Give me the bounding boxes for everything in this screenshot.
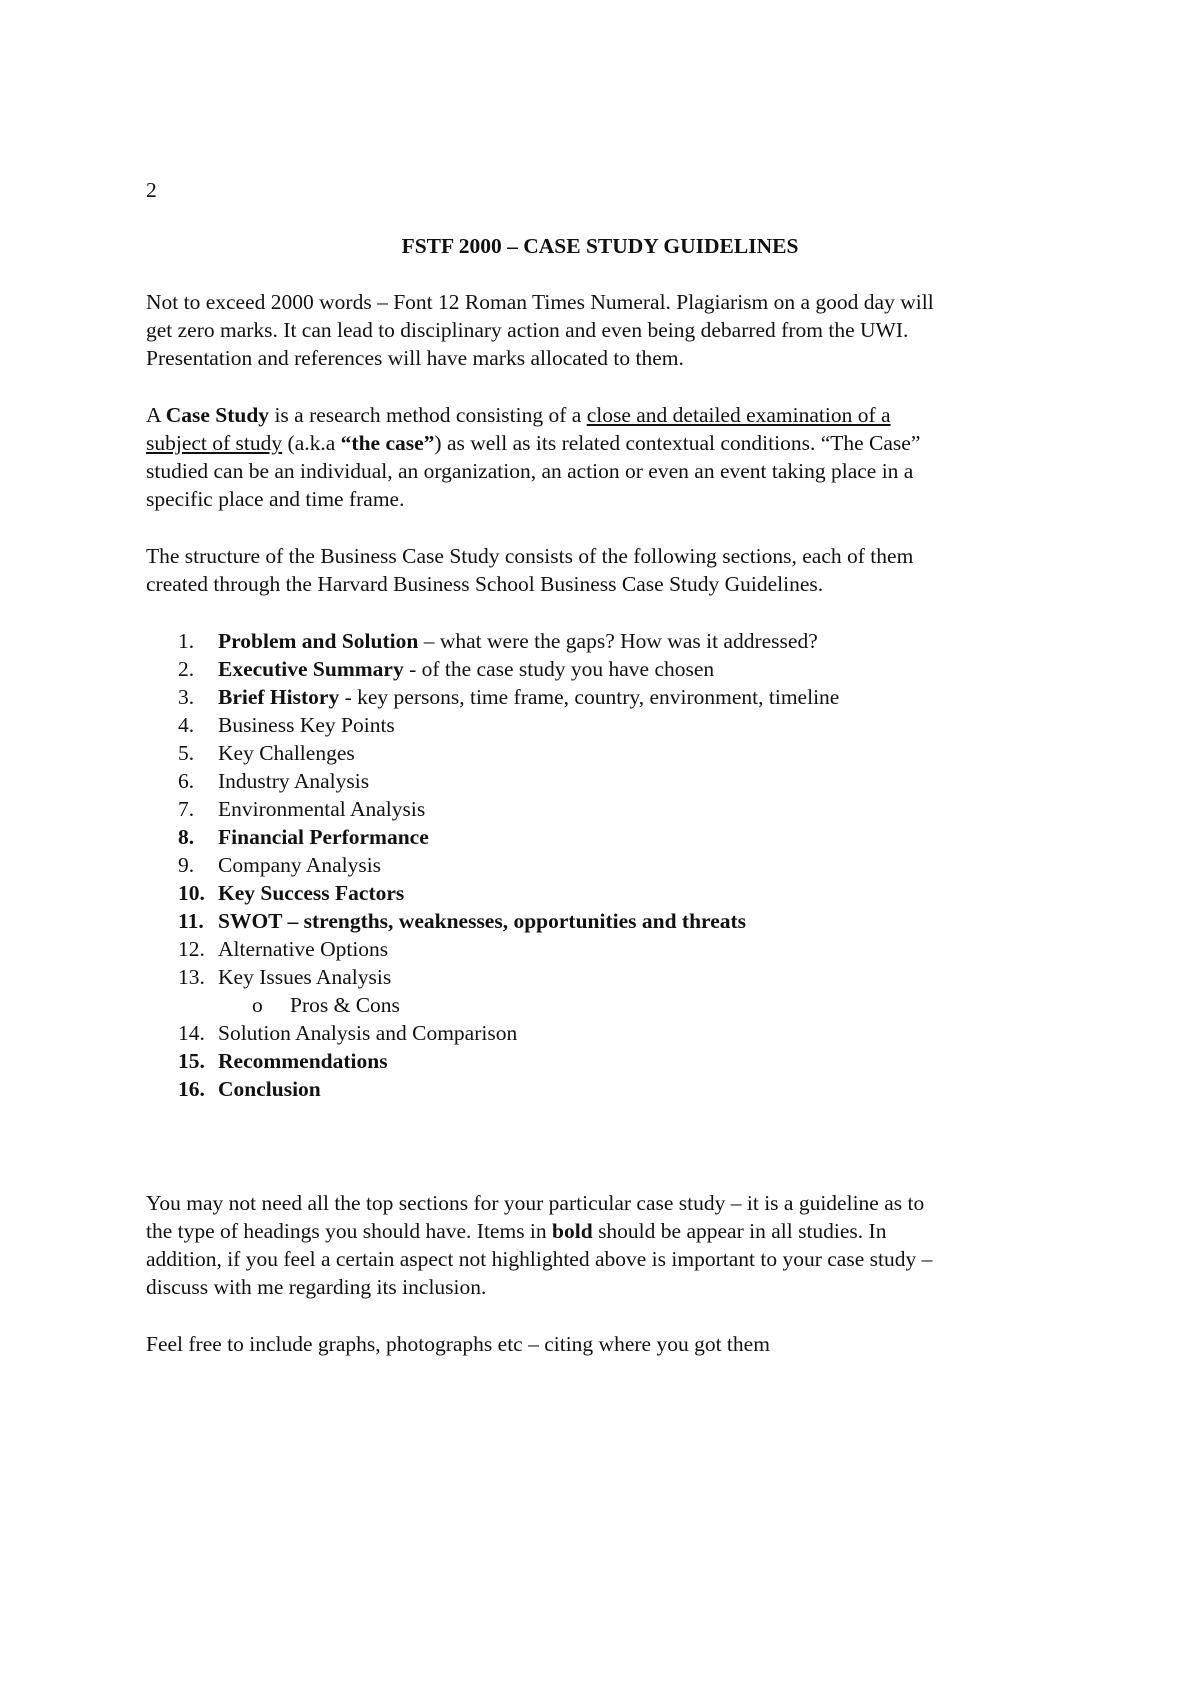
section-description: - key persons, time frame, country, environment, timeline xyxy=(339,685,840,709)
the-case-term: “the case” xyxy=(340,431,435,455)
list-number: 16. xyxy=(178,1077,205,1101)
circle-bullet-icon: o xyxy=(252,993,263,1017)
section-label: Key Success Factors xyxy=(218,881,405,905)
list-number: 6. xyxy=(178,769,195,793)
list-number: 13. xyxy=(178,965,205,989)
case-study-term: Case Study xyxy=(165,403,270,427)
list-number: 1. xyxy=(178,629,195,653)
list-number: 8. xyxy=(178,825,195,849)
closing-line-3: addition, if you feel a certain aspect not highlighted above is important to your case study – xyxy=(146,1247,933,1271)
section-label: Conclusion xyxy=(218,1077,321,1101)
definition-line-3: studied can be an individual, an organization, an action or even an event taking place in a xyxy=(146,459,914,483)
section-label: Recommendations xyxy=(218,1049,388,1073)
list-number: 15. xyxy=(178,1049,205,1073)
section-label: SWOT – strengths, weaknesses, opportunities and threats xyxy=(218,909,747,933)
section-label: Company Analysis xyxy=(218,853,382,877)
section-label: Solution Analysis and Comparison xyxy=(218,1021,518,1045)
structure-line-1: The structure of the Business Case Study consists of the following sections, each of them xyxy=(146,544,914,568)
intro-line-1: Not to exceed 2000 words – Font 12 Roman Times Numeral. Plagiarism on a good day will xyxy=(146,290,934,314)
list-number: 2. xyxy=(178,657,195,681)
closing-text: should be appear in all studies. In xyxy=(592,1219,887,1243)
section-label: Executive Summary xyxy=(218,657,404,681)
list-number: 7. xyxy=(178,797,195,821)
section-label: Alternative Options xyxy=(218,937,389,961)
definition-line-1 xyxy=(146,401,891,429)
closing-line-4: discuss with me regarding its inclusion. xyxy=(146,1275,487,1299)
intro-line-2: get zero marks. It can lead to disciplinary action and even being debarred from the UWI. xyxy=(146,318,909,342)
section-label: Problem and Solution xyxy=(218,629,419,653)
intro-line-3: Presentation and references will have marks allocated to them. xyxy=(146,346,684,370)
list-number: 11. xyxy=(178,909,204,933)
definition-text: is a research method consisting of a xyxy=(269,403,587,427)
list-number: 14. xyxy=(178,1021,205,1045)
bold-word: bold xyxy=(552,1219,593,1243)
list-number: 3. xyxy=(178,685,195,709)
list-number: 4. xyxy=(178,713,195,737)
section-label: Key Challenges xyxy=(218,741,355,765)
definition-text: (a.k.a xyxy=(282,431,341,455)
section-description: - of the case study you have chosen xyxy=(403,657,715,681)
closing-text: the type of headings you should have. Items in xyxy=(146,1219,553,1243)
list-number: 12. xyxy=(178,937,205,961)
section-label: Brief History xyxy=(218,685,340,709)
list-number: 10. xyxy=(178,881,205,905)
underlined-phrase: close and detailed examination of a xyxy=(586,403,891,427)
structure-line-2: created through the Harvard Business School Business Case Study Guidelines. xyxy=(146,572,824,596)
section-label: Financial Performance xyxy=(218,825,429,849)
section-label: Key Issues Analysis xyxy=(218,965,392,989)
definition-line-4: specific place and time frame. xyxy=(146,487,405,511)
section-label: Industry Analysis xyxy=(218,769,370,793)
definition-line-2 xyxy=(146,429,920,457)
underlined-phrase: subject of study xyxy=(146,431,283,455)
final-note: Feel free to include graphs, photographs etc – citing where you got them xyxy=(146,1332,770,1356)
list-number: 5. xyxy=(178,741,195,765)
sub-item-label: Pros & Cons xyxy=(290,993,400,1017)
section-label: Business Key Points xyxy=(218,713,395,737)
definition-text: A xyxy=(146,403,166,427)
closing-line-1: You may not need all the top sections for your particular case study – it is a guideline as to xyxy=(146,1191,925,1215)
section-description: – what were the gaps? How was it addressed? xyxy=(418,629,818,653)
closing-line-2 xyxy=(146,1217,886,1245)
definition-text: ) as well as its related contextual conditions. “The Case” xyxy=(434,431,921,455)
page-number: 2 xyxy=(146,178,157,202)
list-number: 9. xyxy=(178,853,195,877)
section-label: Environmental Analysis xyxy=(218,797,426,821)
document-title: FSTF 2000 – CASE STUDY GUIDELINES xyxy=(401,234,799,258)
